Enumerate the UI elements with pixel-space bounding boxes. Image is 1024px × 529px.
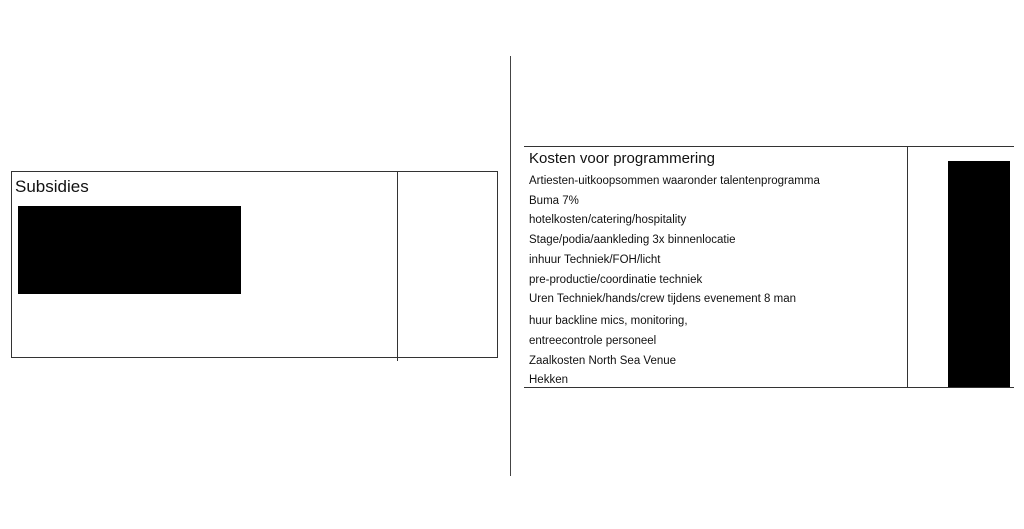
- redacted-block: [948, 161, 1010, 387]
- subsidies-title: Subsidies: [15, 177, 89, 196]
- cut-off-text-remnant: [610, 136, 618, 142]
- table-border-top: [524, 146, 1014, 147]
- redacted-block: [18, 206, 241, 294]
- list-item: pre-productie/coordinatie techniek: [529, 274, 703, 286]
- list-item: Buma 7%: [529, 195, 579, 207]
- page-divider: [510, 56, 511, 476]
- list-item: entreecontrole personeel: [529, 335, 657, 347]
- table-border-right: [497, 171, 498, 358]
- table-border-left: [11, 171, 12, 358]
- table-column-divider: [907, 146, 908, 388]
- cut-off-text-remnant: [988, 136, 996, 142]
- list-item: Uren Techniek/hands/crew tijdens evenement 8 man: [529, 293, 796, 305]
- table-border-top: [11, 171, 498, 172]
- list-item: Artiesten-uitkoopsommen waaronder talentenprogramma: [529, 175, 820, 187]
- table-column-divider: [397, 171, 398, 361]
- kosten-title: Kosten voor programmering: [529, 150, 715, 167]
- table-border-bottom: [524, 387, 1014, 388]
- table-border-bottom: [11, 357, 498, 358]
- list-item: Hekken: [529, 374, 568, 386]
- list-item: Stage/podia/aankleding 3x binnenlocatie: [529, 234, 736, 246]
- list-item: Zaalkosten North Sea Venue: [529, 355, 677, 367]
- list-item: hotelkosten/catering/hospitality: [529, 214, 687, 226]
- list-item: huur backline mics, monitoring,: [529, 315, 688, 327]
- list-item: inhuur Techniek/FOH/licht: [529, 254, 661, 266]
